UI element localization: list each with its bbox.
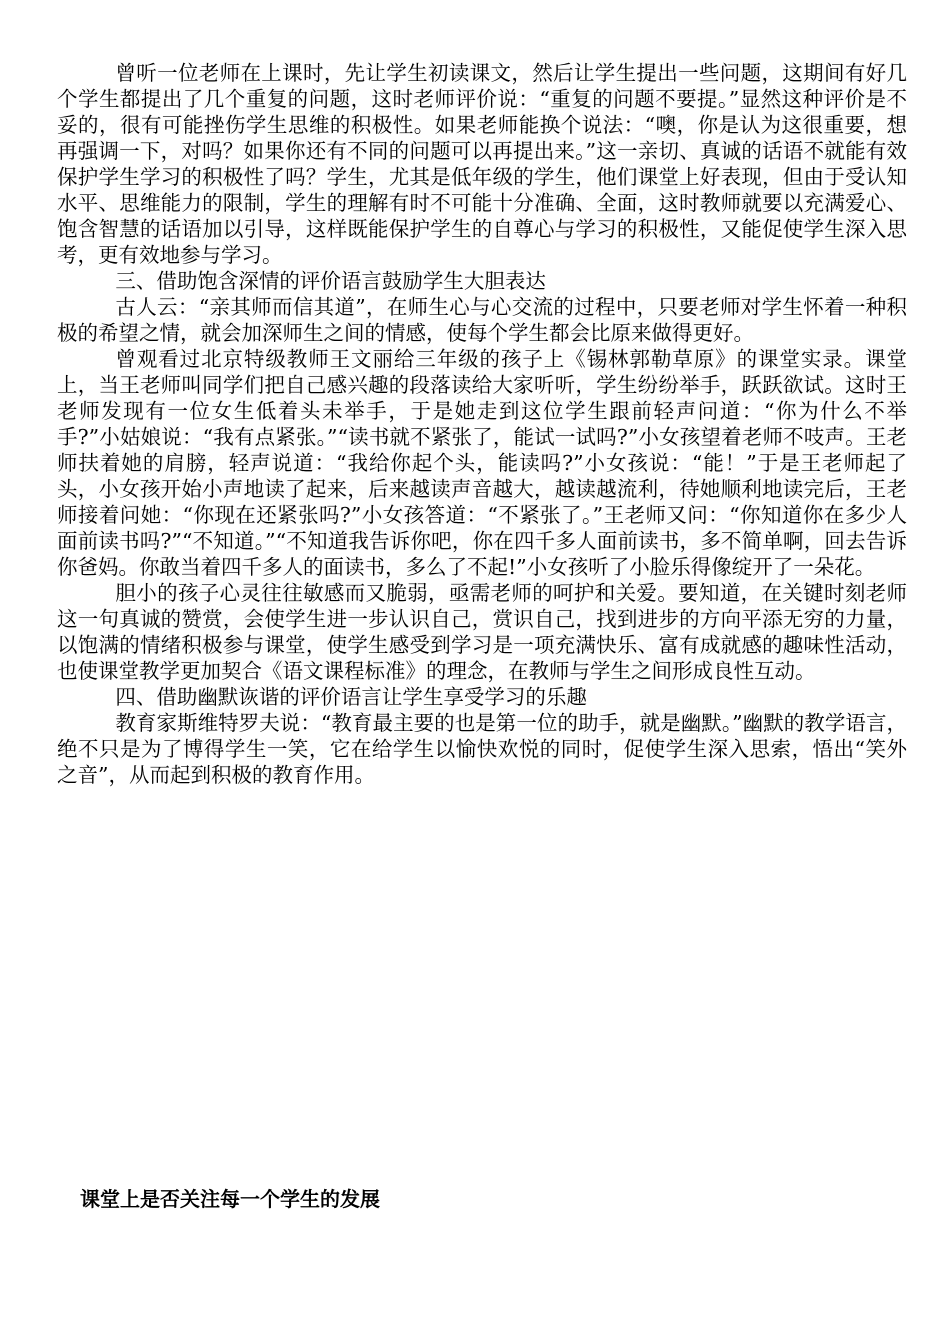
paragraph: 胆小的孩子心灵往往敏感而又脆弱，亟需老师的呵护和关爱。要知道，在关键时刻老师这一句真诚的赞赏，会使学生进一步认识自己，赏识自己，找到进步的方向平添无穷的力量，以饱满的情绪积极参与课堂，使学生感受到学习是一项充满快乐、富有成就感的趣味性活动，也使课堂教学更加契合《语文课程标准》的理念，在教师与学生之间形成良性互动。 [57, 581, 907, 683]
section-heading: 三、借助饱含深情的评价语言鼓励学生大胆表达 [115, 269, 546, 293]
paragraph: 曾观看过北京特级教师王文丽给三年级的孩子上《锡林郭勒草原》的课堂实录。课堂上，当王老师叫同学们把自己感兴趣的段落读给大家听听，学生纷纷举手，跃跃欲试。这时王老师发现有一位女生低着头未举手，于是她走到这位学生跟前轻声问道：“你为什么不举手?”小姑娘说：“我有点紧张。”“读书就不紧张了，能试一试吗?”小女孩望着老师不吱声。王老师扶着她的肩膀，轻声说道：“我给你起个头，能读吗?”小女孩说：“能！”于是王老师起了头，小女孩开始小声地读了起来，后来越读声音越大，越读越流利，待她顺利地读完后，王老师接着问她：“你现在还紧张吗?”小女孩答道：“不紧张了。”王老师又问：“你知道你在多少人面前读书吗?”“不知道。”“不知道我告诉你吧，你在四千多人面前读书，多不简单啊，回去告诉你爸妈。你敢当着四千多人的面读书，多么了不起!”小女孩听了小脸乐得像绽开了一朵花。 [57, 347, 907, 579]
document-body [57, 60, 907, 788]
next-article-title: 课堂上是否关注每一个学生的发展 [80, 1187, 380, 1211]
paragraph: 教育家斯维特罗夫说：“教育最主要的也是第一位的助手，就是幽默。”幽默的教学语言，绝不只是为了博得学生一笑，它在给学生以愉快欢悦的同时，促使学生深入思索，悟出“笑外之音”，从而起到积极的教育作用。 [57, 711, 907, 787]
section-heading: 四、借助幽默诙谐的评价语言让学生享受学习的乐趣 [115, 685, 587, 709]
paragraph: 古人云：“亲其师而信其道”，在师生心与心交流的过程中，只要老师对学生怀着一种积极的希望之情，就会加深师生之间的情感，使每个学生都会比原来做得更好。 [57, 295, 907, 345]
paragraph: 曾听一位老师在上课时，先让学生初读课文，然后让学生提出一些问题，这期间有好几个学生都提出了几个重复的问题，这时老师评价说：“重复的问题不要提。”显然这种评价是不妥的，很有可能挫伤学生思维的积极性。如果老师能换个说法：“噢，你是认为这很重要，想再强调一下，对吗？如果你还有不同的问题可以再提出来。”这一亲切、真诚的话语不就能有效保护学生学习的积极性了吗？学生，尤其是低年级的学生，他们课堂上好表现，但由于受认知水平、思维能力的限制，学生的理解有时不可能十分准确、全面，这时教师就要以充满爱心、饱含智慧的话语加以引导，这样既能保护学生的自尊心与学习的积极性，又能促使学生深入思考，更有效地参与学习。 [57, 61, 907, 267]
